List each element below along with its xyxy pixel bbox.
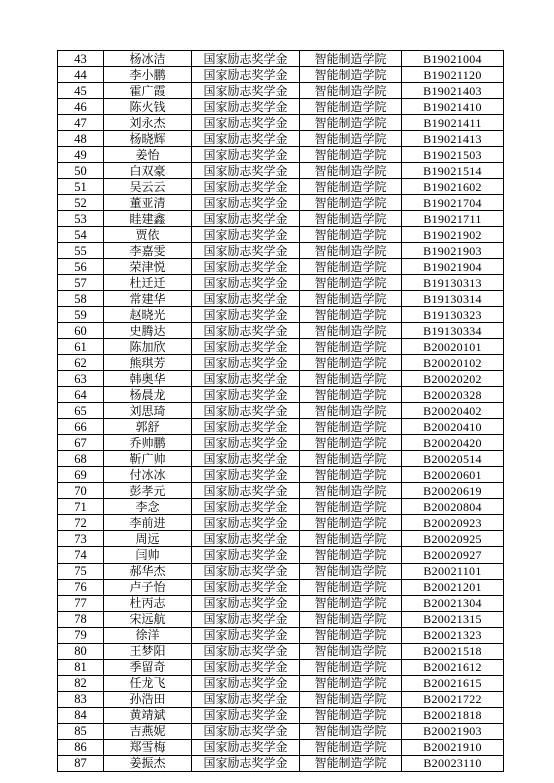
student-id-cell: B20020410	[402, 419, 504, 435]
row-number-cell: 59	[58, 307, 104, 323]
table-row	[58, 227, 504, 243]
award-name-cell: 国家励志奖学金	[192, 467, 300, 483]
student-id-cell: B19021602	[402, 179, 504, 195]
college-cell: 智能制造学院	[300, 723, 402, 739]
award-name-cell: 国家励志奖学金	[192, 259, 300, 275]
college-cell: 智能制造学院	[300, 611, 402, 627]
college-cell: 智能制造学院	[300, 99, 402, 115]
student-id-cell: B20021323	[402, 627, 504, 643]
student-id-cell: B19021411	[402, 115, 504, 131]
student-id-cell: B20021201	[402, 579, 504, 595]
row-number-cell: 80	[58, 643, 104, 659]
row-number-cell: 68	[58, 451, 104, 467]
college-cell: 智能制造学院	[300, 531, 402, 547]
award-name-cell: 国家励志奖学金	[192, 515, 300, 531]
award-name-cell: 国家励志奖学金	[192, 739, 300, 755]
table-row	[58, 723, 504, 739]
award-name-cell: 国家励志奖学金	[192, 483, 300, 499]
table-row	[58, 371, 504, 387]
row-number-cell: 66	[58, 419, 104, 435]
award-name-cell: 国家励志奖学金	[192, 675, 300, 691]
student-name-cell: 郑雪梅	[104, 739, 192, 755]
award-name-cell: 国家励志奖学金	[192, 691, 300, 707]
award-name-cell: 国家励志奖学金	[192, 83, 300, 99]
table-row	[58, 163, 504, 179]
table-row	[58, 403, 504, 419]
student-name-cell: 杨晨龙	[104, 387, 192, 403]
student-id-cell: B20021615	[402, 675, 504, 691]
table-row	[58, 451, 504, 467]
award-name-cell: 国家励志奖学金	[192, 531, 300, 547]
student-name-cell: 靳广帅	[104, 451, 192, 467]
student-id-cell: B20021101	[402, 563, 504, 579]
table-row	[58, 307, 504, 323]
college-cell: 智能制造学院	[300, 755, 402, 771]
college-cell: 智能制造学院	[300, 595, 402, 611]
student-id-cell: B20020420	[402, 435, 504, 451]
table-row	[58, 195, 504, 211]
award-name-cell: 国家励志奖学金	[192, 67, 300, 83]
row-number-cell: 46	[58, 99, 104, 115]
row-number-cell: 63	[58, 371, 104, 387]
row-number-cell: 83	[58, 691, 104, 707]
student-name-cell: 眭建鑫	[104, 211, 192, 227]
award-name-cell: 国家励志奖学金	[192, 291, 300, 307]
student-name-cell: 黄靖斌	[104, 707, 192, 723]
student-id-cell: B19021120	[402, 67, 504, 83]
college-cell: 智能制造学院	[300, 67, 402, 83]
award-name-cell: 国家励志奖学金	[192, 755, 300, 771]
student-id-cell: B20020927	[402, 547, 504, 563]
student-id-cell: B20020402	[402, 403, 504, 419]
student-id-cell: B20021304	[402, 595, 504, 611]
award-name-cell: 国家励志奖学金	[192, 51, 300, 67]
student-name-cell: 乔帅鹏	[104, 435, 192, 451]
student-name-cell: 闫帅	[104, 547, 192, 563]
table-row	[58, 691, 504, 707]
table-row	[58, 387, 504, 403]
row-number-cell: 56	[58, 259, 104, 275]
student-id-cell: B19021902	[402, 227, 504, 243]
table-row	[58, 595, 504, 611]
college-cell: 智能制造学院	[300, 339, 402, 355]
table-row	[58, 515, 504, 531]
award-name-cell: 国家励志奖学金	[192, 419, 300, 435]
student-id-cell: B20023110	[402, 755, 504, 771]
college-cell: 智能制造学院	[300, 563, 402, 579]
table-row	[58, 563, 504, 579]
award-name-cell: 国家励志奖学金	[192, 147, 300, 163]
row-number-cell: 84	[58, 707, 104, 723]
college-cell: 智能制造学院	[300, 739, 402, 755]
table-row	[58, 531, 504, 547]
award-name-cell: 国家励志奖学金	[192, 275, 300, 291]
student-id-cell: B20021722	[402, 691, 504, 707]
table-row	[58, 211, 504, 227]
table-row	[58, 355, 504, 371]
row-number-cell: 61	[58, 339, 104, 355]
table-row	[58, 83, 504, 99]
award-name-cell: 国家励志奖学金	[192, 643, 300, 659]
award-name-cell: 国家励志奖学金	[192, 579, 300, 595]
row-number-cell: 70	[58, 483, 104, 499]
row-number-cell: 43	[58, 51, 104, 67]
student-name-cell: 常建华	[104, 291, 192, 307]
student-name-cell: 姜振杰	[104, 755, 192, 771]
college-cell: 智能制造学院	[300, 83, 402, 99]
table-row	[58, 67, 504, 83]
award-list-table	[57, 50, 504, 772]
award-name-cell: 国家励志奖学金	[192, 563, 300, 579]
student-name-cell: 郭舒	[104, 419, 192, 435]
student-name-cell: 周远	[104, 531, 192, 547]
award-name-cell: 国家励志奖学金	[192, 371, 300, 387]
table-row	[58, 243, 504, 259]
award-name-cell: 国家励志奖学金	[192, 611, 300, 627]
college-cell: 智能制造学院	[300, 691, 402, 707]
table-row	[58, 291, 504, 307]
college-cell: 智能制造学院	[300, 291, 402, 307]
college-cell: 智能制造学院	[300, 579, 402, 595]
student-name-cell: 荣津悦	[104, 259, 192, 275]
student-id-cell: B20020328	[402, 387, 504, 403]
college-cell: 智能制造学院	[300, 419, 402, 435]
table-row	[58, 547, 504, 563]
college-cell: 智能制造学院	[300, 643, 402, 659]
award-name-cell: 国家励志奖学金	[192, 307, 300, 323]
college-cell: 智能制造学院	[300, 211, 402, 227]
table-row	[58, 419, 504, 435]
college-cell: 智能制造学院	[300, 515, 402, 531]
student-id-cell: B20021910	[402, 739, 504, 755]
student-id-cell: B19021403	[402, 83, 504, 99]
award-name-cell: 国家励志奖学金	[192, 99, 300, 115]
college-cell: 智能制造学院	[300, 275, 402, 291]
student-id-cell: B19021004	[402, 51, 504, 67]
student-name-cell: 刘思琦	[104, 403, 192, 419]
college-cell: 智能制造学院	[300, 467, 402, 483]
college-cell: 智能制造学院	[300, 707, 402, 723]
award-name-cell: 国家励志奖学金	[192, 179, 300, 195]
student-name-cell: 李念	[104, 499, 192, 515]
row-number-cell: 81	[58, 659, 104, 675]
student-name-cell: 郝华杰	[104, 563, 192, 579]
award-name-cell: 国家励志奖学金	[192, 547, 300, 563]
student-name-cell: 李嘉雯	[104, 243, 192, 259]
table-row	[58, 643, 504, 659]
student-name-cell: 李小鹏	[104, 67, 192, 83]
college-cell: 智能制造学院	[300, 115, 402, 131]
student-id-cell: B20020619	[402, 483, 504, 499]
student-name-cell: 宋远航	[104, 611, 192, 627]
student-id-cell: B19021904	[402, 259, 504, 275]
award-name-cell: 国家励志奖学金	[192, 131, 300, 147]
student-name-cell: 卢子怡	[104, 579, 192, 595]
college-cell: 智能制造学院	[300, 435, 402, 451]
row-number-cell: 79	[58, 627, 104, 643]
row-number-cell: 69	[58, 467, 104, 483]
table-row	[58, 99, 504, 115]
student-name-cell: 彭孝元	[104, 483, 192, 499]
student-name-cell: 赵晓光	[104, 307, 192, 323]
student-name-cell: 熊琪芳	[104, 355, 192, 371]
row-number-cell: 45	[58, 83, 104, 99]
college-cell: 智能制造学院	[300, 131, 402, 147]
row-number-cell: 87	[58, 755, 104, 771]
college-cell: 智能制造学院	[300, 179, 402, 195]
award-name-cell: 国家励志奖学金	[192, 707, 300, 723]
table-row	[58, 323, 504, 339]
row-number-cell: 86	[58, 739, 104, 755]
college-cell: 智能制造学院	[300, 227, 402, 243]
award-name-cell: 国家励志奖学金	[192, 243, 300, 259]
student-id-cell: B19021903	[402, 243, 504, 259]
table-row	[58, 435, 504, 451]
table-row	[58, 483, 504, 499]
student-id-cell: B20020102	[402, 355, 504, 371]
college-cell: 智能制造学院	[300, 483, 402, 499]
student-id-cell: B19130314	[402, 291, 504, 307]
award-name-cell: 国家励志奖学金	[192, 595, 300, 611]
row-number-cell: 60	[58, 323, 104, 339]
student-id-cell: B20020101	[402, 339, 504, 355]
row-number-cell: 65	[58, 403, 104, 419]
student-name-cell: 杨晓辉	[104, 131, 192, 147]
college-cell: 智能制造学院	[300, 51, 402, 67]
award-name-cell: 国家励志奖学金	[192, 115, 300, 131]
student-name-cell: 白双豪	[104, 163, 192, 179]
student-id-cell: B20021903	[402, 723, 504, 739]
student-id-cell: B20021612	[402, 659, 504, 675]
student-id-cell: B20021518	[402, 643, 504, 659]
award-name-cell: 国家励志奖学金	[192, 227, 300, 243]
student-id-cell: B20020804	[402, 499, 504, 515]
award-name-cell: 国家励志奖学金	[192, 195, 300, 211]
student-id-cell: B19130334	[402, 323, 504, 339]
award-name-cell: 国家励志奖学金	[192, 723, 300, 739]
student-name-cell: 付冰冰	[104, 467, 192, 483]
table-row	[58, 51, 504, 67]
student-id-cell: B19021704	[402, 195, 504, 211]
college-cell: 智能制造学院	[300, 371, 402, 387]
student-name-cell: 任龙飞	[104, 675, 192, 691]
row-number-cell: 44	[58, 67, 104, 83]
student-name-cell: 霍广霞	[104, 83, 192, 99]
table-body	[58, 51, 504, 772]
row-number-cell: 55	[58, 243, 104, 259]
student-name-cell: 王梦阳	[104, 643, 192, 659]
student-name-cell: 史腾达	[104, 323, 192, 339]
award-name-cell: 国家励志奖学金	[192, 627, 300, 643]
student-name-cell: 陈加欣	[104, 339, 192, 355]
student-name-cell: 季留奇	[104, 659, 192, 675]
college-cell: 智能制造学院	[300, 659, 402, 675]
college-cell: 智能制造学院	[300, 451, 402, 467]
college-cell: 智能制造学院	[300, 243, 402, 259]
student-name-cell: 杜丙志	[104, 595, 192, 611]
row-number-cell: 50	[58, 163, 104, 179]
row-number-cell: 72	[58, 515, 104, 531]
table-row	[58, 339, 504, 355]
row-number-cell: 48	[58, 131, 104, 147]
table-row	[58, 755, 504, 771]
row-number-cell: 67	[58, 435, 104, 451]
row-number-cell: 62	[58, 355, 104, 371]
award-name-cell: 国家励志奖学金	[192, 659, 300, 675]
student-name-cell: 董亚清	[104, 195, 192, 211]
award-name-cell: 国家励志奖学金	[192, 355, 300, 371]
award-name-cell: 国家励志奖学金	[192, 451, 300, 467]
student-id-cell: B20021818	[402, 707, 504, 723]
student-name-cell: 韩奥华	[104, 371, 192, 387]
table-row	[58, 179, 504, 195]
student-name-cell: 李前进	[104, 515, 192, 531]
table-row	[58, 579, 504, 595]
college-cell: 智能制造学院	[300, 355, 402, 371]
college-cell: 智能制造学院	[300, 163, 402, 179]
award-name-cell: 国家励志奖学金	[192, 387, 300, 403]
student-id-cell: B19021711	[402, 211, 504, 227]
student-name-cell: 吉燕妮	[104, 723, 192, 739]
student-id-cell: B20021315	[402, 611, 504, 627]
student-id-cell: B20020202	[402, 371, 504, 387]
row-number-cell: 75	[58, 563, 104, 579]
row-number-cell: 54	[58, 227, 104, 243]
college-cell: 智能制造学院	[300, 307, 402, 323]
student-id-cell: B19021410	[402, 99, 504, 115]
college-cell: 智能制造学院	[300, 323, 402, 339]
college-cell: 智能制造学院	[300, 499, 402, 515]
table-row	[58, 739, 504, 755]
row-number-cell: 64	[58, 387, 104, 403]
student-name-cell: 孙浩田	[104, 691, 192, 707]
table-row	[58, 675, 504, 691]
row-number-cell: 49	[58, 147, 104, 163]
award-name-cell: 国家励志奖学金	[192, 435, 300, 451]
row-number-cell: 78	[58, 611, 104, 627]
student-name-cell: 徐洋	[104, 627, 192, 643]
table-row	[58, 499, 504, 515]
table-row	[58, 275, 504, 291]
row-number-cell: 52	[58, 195, 104, 211]
student-id-cell: B19130323	[402, 307, 504, 323]
student-id-cell: B20020601	[402, 467, 504, 483]
college-cell: 智能制造学院	[300, 675, 402, 691]
row-number-cell: 76	[58, 579, 104, 595]
college-cell: 智能制造学院	[300, 403, 402, 419]
student-name-cell: 刘永杰	[104, 115, 192, 131]
row-number-cell: 58	[58, 291, 104, 307]
award-name-cell: 国家励志奖学金	[192, 499, 300, 515]
student-name-cell: 杜迁迁	[104, 275, 192, 291]
table-row	[58, 627, 504, 643]
row-number-cell: 82	[58, 675, 104, 691]
award-name-cell: 国家励志奖学金	[192, 163, 300, 179]
college-cell: 智能制造学院	[300, 547, 402, 563]
table-row	[58, 131, 504, 147]
table-row	[58, 259, 504, 275]
student-id-cell: B19021514	[402, 163, 504, 179]
student-name-cell: 杨冰洁	[104, 51, 192, 67]
row-number-cell: 51	[58, 179, 104, 195]
row-number-cell: 53	[58, 211, 104, 227]
student-name-cell: 贾依	[104, 227, 192, 243]
student-name-cell: 吴云云	[104, 179, 192, 195]
college-cell: 智能制造学院	[300, 195, 402, 211]
student-name-cell: 姜怡	[104, 147, 192, 163]
college-cell: 智能制造学院	[300, 259, 402, 275]
table-row	[58, 467, 504, 483]
row-number-cell: 77	[58, 595, 104, 611]
row-number-cell: 85	[58, 723, 104, 739]
student-id-cell: B20020925	[402, 531, 504, 547]
table-row	[58, 147, 504, 163]
award-name-cell: 国家励志奖学金	[192, 323, 300, 339]
table-row	[58, 611, 504, 627]
award-name-cell: 国家励志奖学金	[192, 211, 300, 227]
student-name-cell: 陈火钱	[104, 99, 192, 115]
row-number-cell: 73	[58, 531, 104, 547]
student-id-cell: B19021503	[402, 147, 504, 163]
college-cell: 智能制造学院	[300, 147, 402, 163]
table-row	[58, 707, 504, 723]
college-cell: 智能制造学院	[300, 627, 402, 643]
table-row	[58, 659, 504, 675]
row-number-cell: 57	[58, 275, 104, 291]
college-cell: 智能制造学院	[300, 387, 402, 403]
student-id-cell: B19021413	[402, 131, 504, 147]
award-name-cell: 国家励志奖学金	[192, 403, 300, 419]
row-number-cell: 47	[58, 115, 104, 131]
student-id-cell: B20020923	[402, 515, 504, 531]
row-number-cell: 74	[58, 547, 104, 563]
student-id-cell: B19130313	[402, 275, 504, 291]
row-number-cell: 71	[58, 499, 104, 515]
award-name-cell: 国家励志奖学金	[192, 339, 300, 355]
student-id-cell: B20020514	[402, 451, 504, 467]
table-row	[58, 115, 504, 131]
